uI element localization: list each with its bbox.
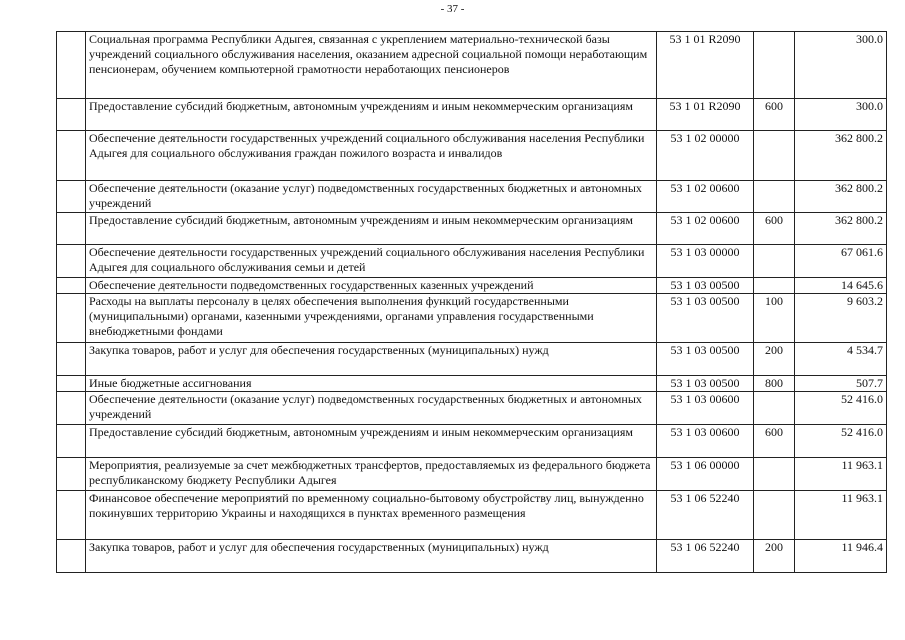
row-sum: 52 416.0 bbox=[795, 392, 887, 425]
row-name: Обеспечение деятельности (оказание услуг) подведомственных государственных бюджетных и автономных учреждений bbox=[86, 181, 657, 213]
blank-cell bbox=[57, 294, 86, 343]
row-type: 600 bbox=[754, 99, 795, 131]
blank-cell bbox=[57, 99, 86, 131]
row-type bbox=[754, 32, 795, 99]
row-sum: 362 800.2 bbox=[795, 131, 887, 181]
blank-cell bbox=[57, 131, 86, 181]
row-name: Предоставление субсидий бюджетным, автономным учреждениям и иным некоммерческим организациям bbox=[86, 425, 657, 458]
row-sum: 300.0 bbox=[795, 32, 887, 99]
row-code: 53 1 03 00500 bbox=[657, 376, 754, 392]
blank-cell bbox=[57, 278, 86, 294]
row-code: 53 1 03 00000 bbox=[657, 245, 754, 278]
row-code: 53 1 01 R2090 bbox=[657, 32, 754, 99]
table-row bbox=[57, 213, 887, 245]
row-code: 53 1 03 00500 bbox=[657, 278, 754, 294]
row-type bbox=[754, 458, 795, 491]
blank-cell bbox=[57, 425, 86, 458]
table-row bbox=[57, 181, 887, 213]
row-type bbox=[754, 278, 795, 294]
row-sum: 11 963.1 bbox=[795, 458, 887, 491]
row-name: Социальная программа Республики Адыгея, связанная с укреплением материально-технической базы учреждений социального обслуживания населения, оказанием адресной социальной помощи неработающим пенсионерам, обучением компьютерной грамотности неработающих пенсионеров bbox=[86, 32, 657, 99]
blank-cell bbox=[57, 32, 86, 99]
table-row bbox=[57, 540, 887, 573]
row-sum: 14 645.6 bbox=[795, 278, 887, 294]
row-sum: 11 963.1 bbox=[795, 491, 887, 540]
row-type: 600 bbox=[754, 213, 795, 245]
row-sum: 52 416.0 bbox=[795, 425, 887, 458]
table-row bbox=[57, 458, 887, 491]
row-name: Предоставление субсидий бюджетным, автономным учреждениям и иным некоммерческим организациям bbox=[86, 213, 657, 245]
budget-table bbox=[56, 31, 887, 573]
table-row bbox=[57, 376, 887, 392]
row-name: Иные бюджетные ассигнования bbox=[86, 376, 657, 392]
row-sum: 67 061.6 bbox=[795, 245, 887, 278]
table-row bbox=[57, 294, 887, 343]
blank-cell bbox=[57, 343, 86, 376]
row-sum: 362 800.2 bbox=[795, 181, 887, 213]
row-name: Обеспечение деятельности подведомственных государственных казенных учреждений bbox=[86, 278, 657, 294]
row-code: 53 1 06 52240 bbox=[657, 540, 754, 573]
row-code: 53 1 06 52240 bbox=[657, 491, 754, 540]
row-type bbox=[754, 245, 795, 278]
row-name: Расходы на выплаты персоналу в целях обеспечения выполнения функций государственными (муниципальными) органами, казенными учреждениями, органами управления государственными внебюджетными фондами bbox=[86, 294, 657, 343]
row-name: Закупка товаров, работ и услуг для обеспечения государственных (муниципальных) нужд bbox=[86, 540, 657, 573]
row-name: Мероприятия, реализуемые за счет межбюджетных трансфертов, предоставляемых из федерального бюджета республиканскому бюджету Республики Адыгея bbox=[86, 458, 657, 491]
table-row bbox=[57, 491, 887, 540]
row-code: 53 1 02 00600 bbox=[657, 213, 754, 245]
row-name: Обеспечение деятельности государственных учреждений социального обслуживания населения Республики Адыгея для социального обслуживания граждан пожилого возраста и инвалидов bbox=[86, 131, 657, 181]
row-name: Обеспечение деятельности (оказание услуг) подведомственных государственных бюджетных и автономных учреждений bbox=[86, 392, 657, 425]
blank-cell bbox=[57, 392, 86, 425]
table-row bbox=[57, 343, 887, 376]
row-sum: 362 800.2 bbox=[795, 213, 887, 245]
blank-cell bbox=[57, 181, 86, 213]
row-sum: 9 603.2 bbox=[795, 294, 887, 343]
row-type: 200 bbox=[754, 540, 795, 573]
row-code: 53 1 02 00000 bbox=[657, 131, 754, 181]
row-type: 100 bbox=[754, 294, 795, 343]
table-row bbox=[57, 32, 887, 99]
row-code: 53 1 03 00500 bbox=[657, 343, 754, 376]
blank-cell bbox=[57, 245, 86, 278]
row-type: 800 bbox=[754, 376, 795, 392]
table-row bbox=[57, 278, 887, 294]
blank-cell bbox=[57, 491, 86, 540]
table-row bbox=[57, 245, 887, 278]
row-type: 200 bbox=[754, 343, 795, 376]
table-row bbox=[57, 131, 887, 181]
row-name: Предоставление субсидий бюджетным, автономным учреждениям и иным некоммерческим организациям bbox=[86, 99, 657, 131]
row-code: 53 1 01 R2090 bbox=[657, 99, 754, 131]
page-number: - 37 - bbox=[440, 3, 465, 15]
blank-cell bbox=[57, 376, 86, 392]
row-type bbox=[754, 131, 795, 181]
blank-cell bbox=[57, 540, 86, 573]
table-row bbox=[57, 425, 887, 458]
row-code: 53 1 03 00600 bbox=[657, 425, 754, 458]
row-sum: 11 946.4 bbox=[795, 540, 887, 573]
row-type bbox=[754, 392, 795, 425]
row-type: 600 bbox=[754, 425, 795, 458]
blank-cell bbox=[57, 458, 86, 491]
row-sum: 507.7 bbox=[795, 376, 887, 392]
row-sum: 300.0 bbox=[795, 99, 887, 131]
row-type bbox=[754, 491, 795, 540]
row-code: 53 1 03 00500 bbox=[657, 294, 754, 343]
row-name: Обеспечение деятельности государственных учреждений социального обслуживания населения Республики Адыгея для социального обслуживания семьи и детей bbox=[86, 245, 657, 278]
row-code: 53 1 02 00600 bbox=[657, 181, 754, 213]
row-type bbox=[754, 181, 795, 213]
blank-cell bbox=[57, 213, 86, 245]
table-row bbox=[57, 99, 887, 131]
row-sum: 4 534.7 bbox=[795, 343, 887, 376]
table-row bbox=[57, 392, 887, 425]
row-name: Закупка товаров, работ и услуг для обеспечения государственных (муниципальных) нужд bbox=[86, 343, 657, 376]
row-name: Финансовое обеспечение мероприятий по временному социально-бытовому обустройству лиц, вынужденно покинувших территорию Украины и находящихся в пунктах временного размещения bbox=[86, 491, 657, 540]
row-code: 53 1 06 00000 bbox=[657, 458, 754, 491]
row-code: 53 1 03 00600 bbox=[657, 392, 754, 425]
